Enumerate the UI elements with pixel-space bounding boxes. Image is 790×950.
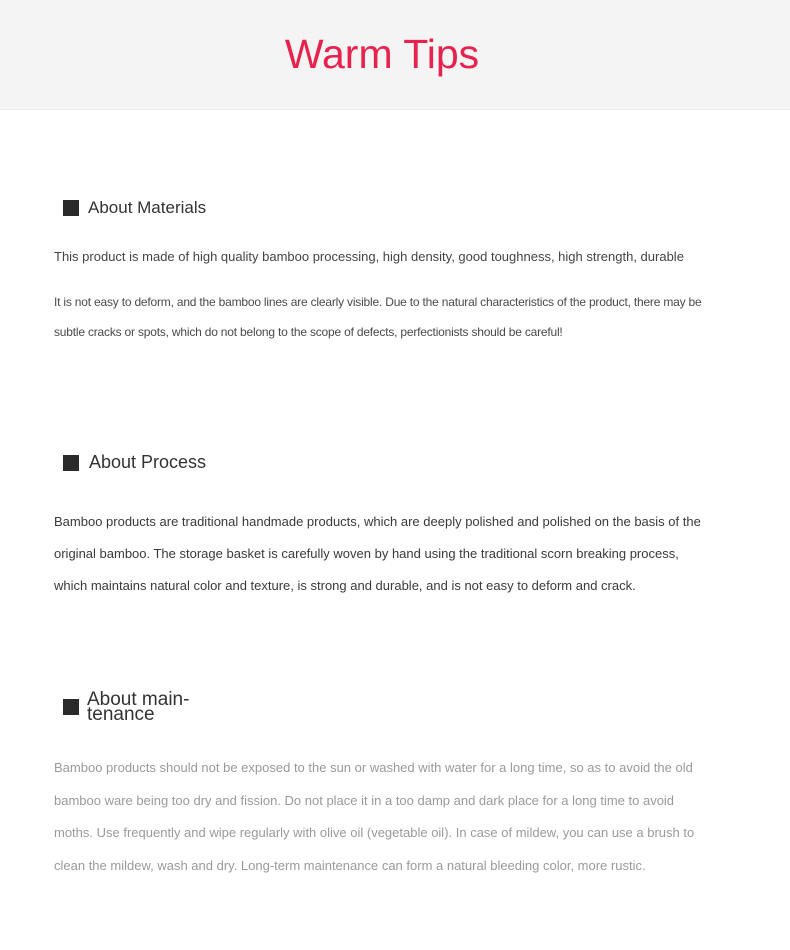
section-heading-maintenance xyxy=(63,689,207,725)
section-heading-materials xyxy=(63,199,206,216)
page-title: Warm Tips xyxy=(284,31,480,77)
heading-process: About Process xyxy=(89,452,207,472)
heading-materials: About Materials xyxy=(88,198,207,217)
maintenance-body-text: Bamboo products should not be exposed to the sun or washed with water for a long time, so as to avoid the old bamboo ware being too dry and fission. Do not place it in a too damp and dark place for a long time to avoid moths. Use frequently and wipe regularly with olive oil (vegetable oil). In case of mildew, you can use a brush to clean the mildew, wash and dry. Long-term maintenance can form a natural bleeding color, more rustic. xyxy=(54,760,695,874)
process-body-text: Bamboo products are traditional handmade products, which are deeply polished and polished on the basis of the original bamboo. The storage basket is carefully woven by hand using the traditional scorn breaking process, which maintains natural color and texture, is strong and durable, and is not easy to deform and crack. xyxy=(54,514,701,593)
square-bullet-icon xyxy=(63,200,79,216)
square-bullet-icon xyxy=(63,455,79,471)
materials-intro-text: This product is made of high quality bamboo processing, high density, good toughness, high strength, durable xyxy=(54,249,684,264)
square-bullet-icon xyxy=(63,699,79,715)
header-banner xyxy=(0,0,790,110)
materials-body-text: It is not easy to deform, and the bamboo lines are clearly visible. Due to the natural characteristics of the product, there may be subtle cracks or spots, which do not belong to the scope of defects, perfectionists should be careful! xyxy=(54,295,702,339)
heading-maintenance: About main-tenance xyxy=(87,689,190,725)
section-heading-process xyxy=(63,454,206,471)
